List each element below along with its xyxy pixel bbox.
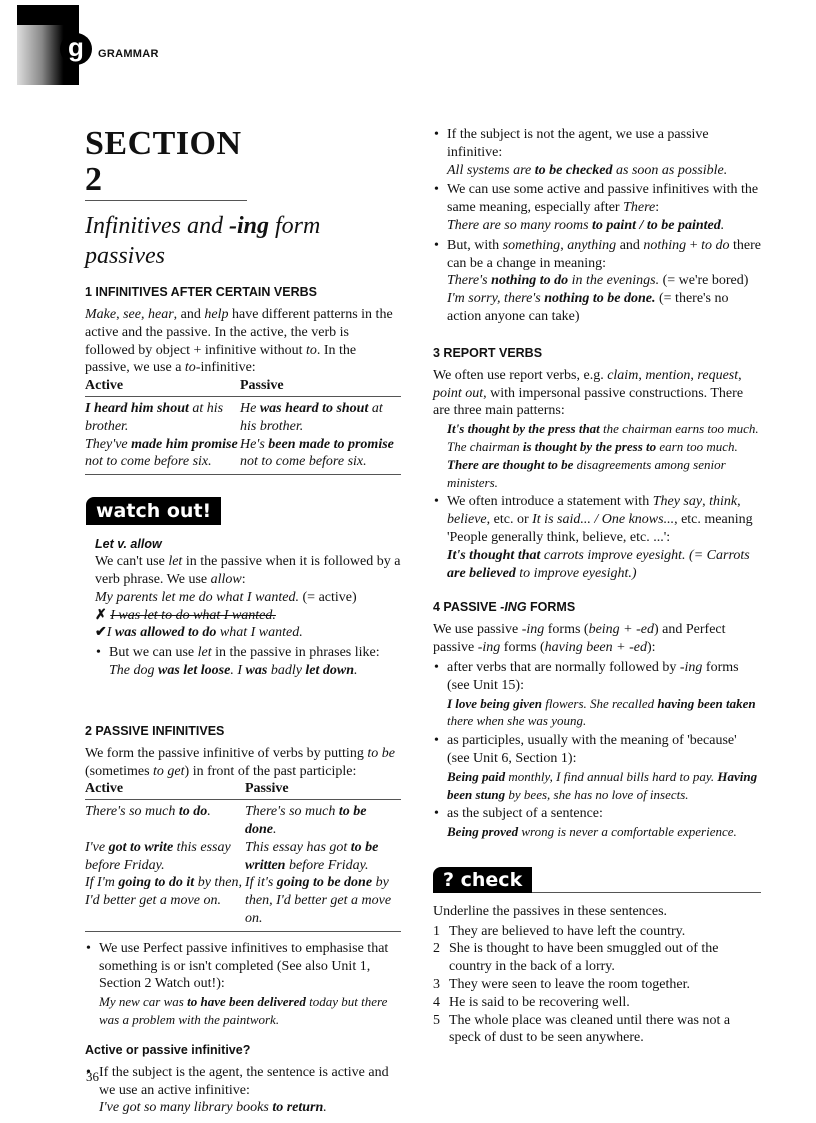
text-run: to bbox=[184, 360, 196, 376]
text-run: in the passive in phrases like: bbox=[211, 645, 380, 661]
text-run: nothing to do bbox=[491, 273, 569, 289]
table-rule bbox=[85, 931, 401, 932]
text-run: to return bbox=[272, 1100, 324, 1116]
check-icon: ✔ bbox=[95, 625, 107, 641]
text-run: request bbox=[697, 367, 739, 383]
text-run: to be bbox=[367, 745, 395, 761]
text-run: the chairman earns too much. The chairman bbox=[447, 421, 759, 454]
text-run: hear bbox=[147, 307, 174, 322]
paragraph bbox=[85, 306, 401, 377]
text-run: being + -ed bbox=[588, 622, 655, 638]
text-run: this essay before Friday. bbox=[85, 839, 231, 873]
text-run: something bbox=[502, 237, 561, 253]
item-text: He is said to be recovering well. bbox=[449, 994, 630, 1010]
text-run: by then, I'd better get a move on. bbox=[85, 875, 243, 909]
text-run: was allowed to do bbox=[114, 625, 217, 641]
check-item bbox=[433, 976, 761, 994]
text-run: forms ( bbox=[544, 622, 589, 638]
bullet-text bbox=[447, 659, 761, 695]
active-passive-table-2 bbox=[85, 780, 401, 931]
chapter-tab-bar bbox=[17, 5, 79, 25]
bullet-text bbox=[447, 493, 761, 546]
table-cell bbox=[245, 839, 401, 875]
text-run: . bbox=[273, 821, 277, 837]
heading-text: FORMS bbox=[526, 600, 576, 615]
text-run: If the subject is the agent, the sentence is active and we use an active infinitive: bbox=[99, 1064, 389, 1098]
item-number: 1 bbox=[433, 923, 440, 939]
text-run: let bbox=[197, 645, 212, 661]
text-run: was let loose bbox=[158, 662, 231, 678]
text-run: ) and Perfect passive bbox=[433, 622, 726, 656]
table-cell bbox=[245, 874, 401, 927]
text-run: There's so much bbox=[245, 804, 339, 820]
text-run: disagreements among senior ministers. bbox=[447, 456, 726, 490]
text-run: Infinitives and bbox=[85, 213, 229, 239]
text-run: The dog bbox=[109, 662, 158, 678]
text-run: as participles, usually with the meaning of 'because' (see Unit 6, Section 1): bbox=[447, 733, 737, 766]
table-cell bbox=[85, 839, 245, 875]
text-run: . In the passive, we use a bbox=[85, 342, 357, 376]
example bbox=[95, 589, 401, 607]
table-header-passive: Passive bbox=[245, 780, 401, 800]
text-run: We form the passive infinitive of verbs by putting bbox=[85, 745, 368, 761]
paragraph bbox=[95, 553, 401, 589]
text-run: , and bbox=[173, 307, 205, 322]
item-number: 2 bbox=[433, 941, 440, 957]
heading-report-verbs: 3 REPORT VERBS bbox=[433, 345, 543, 360]
text-run: . bbox=[720, 217, 725, 233]
text-run: nothing to be done. bbox=[544, 291, 656, 307]
active-passive-table-1 bbox=[85, 377, 401, 475]
text-run: . I bbox=[230, 662, 246, 678]
bullet-item bbox=[433, 126, 761, 179]
text-run: + bbox=[686, 237, 702, 253]
table-rule bbox=[85, 474, 401, 475]
bullet-item bbox=[433, 805, 761, 841]
text-run: claim bbox=[607, 367, 639, 383]
text-run: was bbox=[245, 662, 268, 678]
text-run: going to be done bbox=[276, 875, 373, 891]
bullet-text bbox=[99, 1064, 401, 1100]
text-run: was heard to shout bbox=[259, 400, 369, 416]
text-run: (= there's no action anyone can take) bbox=[447, 291, 729, 324]
text-run: going to do it bbox=[118, 875, 195, 891]
bullet-text bbox=[447, 732, 761, 768]
text-run: allow bbox=[210, 571, 242, 587]
paragraph bbox=[433, 621, 761, 657]
text-run: forms ( bbox=[500, 640, 545, 656]
text-run: There's bbox=[447, 273, 492, 289]
text-run: , etc. meaning 'People generally think, believe, etc. ...': bbox=[447, 512, 753, 545]
bullet-text bbox=[447, 237, 761, 273]
bullet-item bbox=[433, 732, 761, 803]
examples bbox=[433, 420, 761, 491]
text-run: forms (see Unit 15): bbox=[447, 659, 739, 693]
text-run: , bbox=[737, 494, 741, 510]
cross-icon: ✗ bbox=[95, 607, 107, 623]
text-run: We use passive bbox=[433, 622, 522, 638]
bullet-item bbox=[433, 181, 761, 234]
watch-out-subheading: Let v. allow bbox=[95, 537, 162, 552]
text-run: This essay has got bbox=[245, 839, 351, 855]
text-run: He bbox=[240, 400, 260, 416]
text-run: wrong is never a comfortable experience. bbox=[518, 824, 737, 840]
text-run: There are so many rooms bbox=[447, 217, 593, 233]
watch-out-box bbox=[85, 537, 401, 680]
text-run: They've bbox=[85, 436, 132, 452]
table-header-active: Active bbox=[85, 377, 240, 397]
text-run: to be done bbox=[245, 804, 367, 837]
text-run: there when she was young. bbox=[447, 713, 587, 729]
text-run: , bbox=[702, 494, 710, 510]
text-run: : bbox=[655, 200, 660, 216]
right-column bbox=[433, 124, 761, 1047]
watch-out-banner: watch out! bbox=[86, 497, 221, 525]
example bbox=[447, 162, 761, 180]
text-run: let bbox=[168, 554, 183, 570]
text-run: are believed bbox=[447, 565, 516, 581]
text-run: (= active) bbox=[299, 589, 357, 605]
chapter-label: GRAMMAR bbox=[98, 48, 159, 60]
bullet-item bbox=[85, 940, 401, 1029]
wrong-text bbox=[110, 608, 276, 623]
text-run: to bbox=[305, 342, 317, 358]
text-run: earn too much. bbox=[656, 438, 738, 454]
left-column bbox=[85, 126, 401, 1117]
item-number: 3 bbox=[433, 977, 440, 993]
text-run: But we can use bbox=[109, 645, 198, 661]
text-run: . bbox=[354, 662, 358, 678]
text-run: is thought by the press to bbox=[522, 438, 657, 454]
text-run: to get bbox=[153, 763, 185, 779]
text-run: Being proved bbox=[447, 824, 519, 840]
text-run: made him promise bbox=[131, 436, 238, 452]
text-run: It's thought by the press that bbox=[447, 421, 600, 437]
text-run: If the subject is not the agent, we use a passive infinitive: bbox=[447, 127, 709, 160]
text-run: -ing bbox=[521, 622, 545, 638]
text-run: and bbox=[616, 237, 644, 253]
text-run: , bbox=[140, 307, 148, 322]
table-header-passive: Passive bbox=[240, 377, 401, 397]
bullet-text bbox=[447, 181, 761, 217]
text-run: But, with bbox=[447, 237, 503, 253]
text-run: , etc. or bbox=[486, 512, 533, 528]
text-run: to do bbox=[178, 804, 208, 820]
text-run: -ing bbox=[477, 640, 501, 656]
text-run: let down bbox=[305, 662, 355, 678]
check-rule bbox=[532, 892, 761, 893]
item-number: 5 bbox=[433, 1012, 440, 1028]
active-or-passive-subheading: Active or passive infinitive? bbox=[85, 1042, 251, 1057]
text-run: think bbox=[709, 494, 738, 510]
example bbox=[447, 547, 761, 583]
item-text: She is thought to have been smuggled out of the country in the back of a lorry. bbox=[449, 941, 719, 975]
table-cell bbox=[85, 400, 240, 436]
table-cell bbox=[240, 436, 401, 472]
bullet-item bbox=[85, 1064, 401, 1117]
text-run: monthly, I find annual bills hard to pay. bbox=[505, 768, 718, 784]
text-run: , bbox=[560, 237, 568, 253]
text-run: mention bbox=[645, 367, 691, 383]
text-run: , bbox=[116, 307, 124, 322]
bullet-item bbox=[95, 644, 401, 680]
text-run: as soon as possible. bbox=[612, 162, 728, 178]
text-run: to be checked bbox=[534, 162, 613, 178]
text-run: badly bbox=[267, 662, 306, 678]
text-run: It's thought that bbox=[447, 547, 541, 563]
text-run: at his brother. bbox=[85, 400, 224, 434]
text-run: not to come before six. bbox=[240, 454, 367, 470]
text-run: My parents let me do what I wanted. bbox=[95, 589, 300, 605]
paragraph bbox=[433, 367, 761, 420]
item-number: 4 bbox=[433, 994, 440, 1010]
text-run: carrots improve eyesight. (= Carrots bbox=[540, 547, 750, 563]
text-run: We often use report verbs, e.g. bbox=[433, 367, 608, 383]
text-run: We use Perfect passive infinitives to emphasise that something is or isn't completed (See also Unit 1, Section 2 Watch out!): bbox=[99, 940, 389, 992]
text-run: help bbox=[204, 307, 229, 322]
table-header-active: Active bbox=[85, 780, 245, 800]
text-run: to paint / to be painted bbox=[592, 217, 721, 233]
text-run: what I wanted. bbox=[216, 625, 303, 641]
chapter-letter-badge: g bbox=[60, 33, 92, 65]
text-run: form passives bbox=[85, 213, 321, 269]
example bbox=[447, 272, 761, 325]
page-number: 36 bbox=[86, 1069, 99, 1084]
text-run: ): bbox=[646, 640, 656, 656]
bullet-item bbox=[433, 237, 761, 326]
example bbox=[447, 768, 761, 804]
text-run: ) in front of the past participle: bbox=[184, 763, 357, 779]
text-run: in the evenings. bbox=[568, 273, 660, 289]
table-cell bbox=[85, 436, 240, 472]
check-list bbox=[433, 923, 761, 1048]
text-run: . bbox=[207, 804, 211, 820]
text-run: , bbox=[738, 367, 742, 383]
text-run: If I'm bbox=[85, 875, 119, 891]
right-example bbox=[95, 624, 401, 642]
heading-text-em: -ING bbox=[500, 600, 527, 615]
text-run: as the subject of a sentence: bbox=[447, 806, 603, 822]
text-run: have different patterns in the active and the passive. In the active, the verb is followed by object + infinitive without bbox=[85, 307, 393, 358]
text-run: to be written bbox=[245, 839, 379, 873]
item-text: They were seen to leave the room together. bbox=[449, 977, 691, 993]
check-item bbox=[433, 940, 761, 976]
right-text bbox=[107, 625, 303, 640]
text-run: We can use some active and passive infinitives with the same meaning, especially after bbox=[447, 182, 759, 216]
heading-passive-ing-forms bbox=[433, 600, 761, 615]
text-run: I've got so many library books bbox=[99, 1100, 273, 1116]
heading-text: 4 PASSIVE bbox=[433, 600, 501, 615]
wrong-example bbox=[95, 607, 401, 625]
text-run: My new car was bbox=[99, 994, 188, 1010]
text-run: They say bbox=[652, 494, 703, 510]
text-run: to improve eyesight.) bbox=[515, 565, 637, 581]
text-run: I love being given bbox=[447, 695, 542, 711]
heading-passive-infinitives: 2 PASSIVE INFINITIVES bbox=[85, 723, 225, 738]
check-item bbox=[433, 923, 761, 941]
text-run: : bbox=[241, 571, 246, 587]
text-run: We can't use bbox=[95, 554, 169, 570]
check-item bbox=[433, 1012, 761, 1048]
example bbox=[447, 823, 761, 841]
check-banner: ? check bbox=[433, 867, 532, 893]
text-run: got to write bbox=[108, 839, 174, 855]
text-run: by bees, she has no love of insects. bbox=[505, 786, 689, 802]
text-run: There are thought to be bbox=[447, 456, 574, 472]
text-run: , bbox=[638, 367, 646, 383]
check-item bbox=[433, 994, 761, 1012]
text-run: before Friday. bbox=[285, 857, 369, 873]
item-text: The whole place was cleaned until there was not a speck of dust to be seen anywhere. bbox=[449, 1012, 731, 1046]
text-run: -infinitive: bbox=[195, 360, 256, 376]
text-run: I bbox=[106, 625, 115, 641]
text-run: Having been stung bbox=[447, 768, 758, 802]
text-run: (= we're bored) bbox=[659, 273, 749, 289]
text-run: I've bbox=[85, 839, 109, 855]
example bbox=[99, 993, 401, 1029]
text-run: -ing bbox=[228, 213, 269, 239]
text-run: He's bbox=[240, 436, 269, 452]
text-run: at his brother. bbox=[240, 400, 383, 434]
section-subtitle bbox=[85, 211, 401, 271]
bullet-text bbox=[99, 940, 401, 993]
item-text: They are believed to have left the country. bbox=[449, 923, 686, 939]
example bbox=[99, 1099, 401, 1117]
text-run: All systems are bbox=[447, 162, 535, 178]
text-run: believe bbox=[447, 512, 487, 528]
text-run: not to come before six. bbox=[85, 454, 212, 470]
check-header bbox=[433, 867, 761, 893]
heading-infinitives-after-verbs: 1 INFINITIVES AFTER CERTAIN VERBS bbox=[85, 285, 317, 299]
text-run: , bbox=[690, 367, 698, 383]
text-run: there can be a change in meaning: bbox=[447, 237, 761, 271]
text-run: flowers. She recalled bbox=[541, 695, 658, 711]
table-cell bbox=[245, 803, 401, 839]
text-run: see bbox=[123, 307, 141, 322]
text-run: Make bbox=[85, 307, 117, 322]
text-run: -ing bbox=[679, 659, 703, 675]
text-run: (sometimes bbox=[85, 763, 154, 779]
text-run: If it's bbox=[245, 875, 277, 891]
text-run: , with impersonal passive constructions. There are three main patterns: bbox=[433, 385, 744, 419]
bullet-text bbox=[447, 126, 761, 162]
text-run: . bbox=[323, 1100, 327, 1116]
text-run: I heard him shout bbox=[85, 400, 189, 416]
table-cell bbox=[85, 803, 245, 839]
text-run: I'm sorry, there's bbox=[447, 291, 545, 307]
example bbox=[447, 217, 761, 235]
text-run: nothing bbox=[643, 237, 687, 253]
text-run: after verbs that are normally followed by bbox=[447, 659, 680, 675]
paragraph bbox=[85, 745, 401, 781]
text-run: having been + -ed bbox=[544, 640, 647, 656]
text-run: to do bbox=[701, 237, 730, 253]
text-run: been made to promise bbox=[268, 436, 394, 452]
text-run: It is said... / One knows... bbox=[532, 512, 675, 528]
text-run: to have been delivered bbox=[187, 994, 306, 1010]
text-run: in the passive when it is followed by a verb phrase. We use bbox=[95, 554, 401, 587]
text-run: We often introduce a statement with bbox=[447, 494, 653, 510]
text-run: today but there was a problem with the paintwork. bbox=[99, 994, 388, 1027]
text-run: by then, I'd better get a move on. bbox=[245, 875, 392, 926]
example bbox=[109, 662, 401, 680]
section-title: SECTION 2 bbox=[85, 126, 247, 201]
bullet-item bbox=[433, 493, 761, 582]
text-run: having been taken bbox=[657, 695, 756, 711]
example bbox=[447, 695, 761, 731]
text-run: anything bbox=[567, 237, 617, 253]
bullet-item bbox=[433, 659, 761, 730]
bullet-text bbox=[109, 644, 401, 662]
text-run: I was let to do what I wanted. bbox=[110, 607, 276, 623]
text-run: Being paid bbox=[447, 768, 506, 784]
table-cell bbox=[85, 874, 245, 927]
check-instruction: Underline the passives in these sentences. bbox=[433, 903, 668, 919]
text-run: There bbox=[623, 200, 656, 216]
table-cell bbox=[240, 400, 401, 436]
text-run: point out bbox=[433, 385, 484, 401]
text-run: There's so much bbox=[85, 804, 179, 820]
bullet-text bbox=[447, 805, 761, 823]
